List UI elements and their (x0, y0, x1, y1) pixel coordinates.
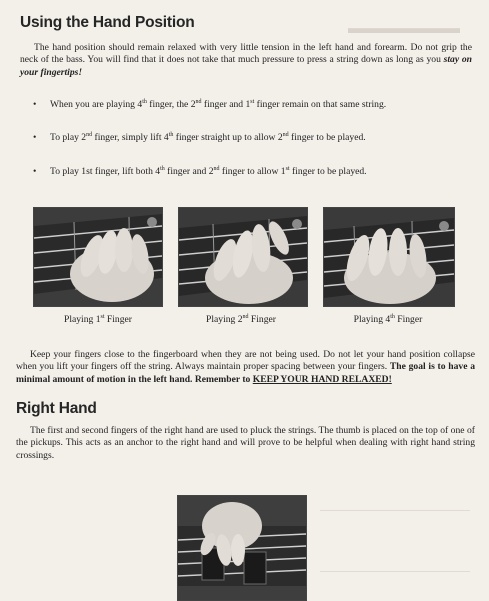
bullet-dot: • (33, 132, 37, 143)
bullet-text: finger to be played. (288, 132, 366, 143)
hand-position-intro (20, 42, 472, 79)
bleed-through-lines (320, 510, 470, 572)
intro-emphasis: stay on your fingertips! (20, 54, 472, 78)
right-hand-on-bass-image (178, 496, 306, 600)
photo-playing-fourth-finger (323, 207, 455, 307)
caption-fourth-finger (323, 314, 453, 325)
bullet-text: To play 2 (50, 132, 87, 143)
ordinal-suffix: st (250, 99, 255, 105)
section-heading-right-hand: Right Hand (16, 400, 97, 417)
bullet-dot: • (33, 166, 37, 177)
ordinal-suffix: nd (242, 314, 249, 320)
right-hand-paragraph (16, 425, 475, 462)
caption-first-finger (33, 314, 163, 325)
photo-playing-first-finger (33, 207, 163, 307)
caption-text: Playing 4 (353, 314, 391, 325)
intro-text: The hand position should remain relaxed with very little tension in the left hand and forearm. Do not grip the neck of the bass. You will find that it does not take that much pressure to press a string down as long as you (20, 42, 472, 66)
bullet-item (33, 99, 386, 111)
bullet-item (33, 132, 366, 144)
keep-goal-bold: The goal is to have a minimal amount of motion in the left hand. Remember to (16, 361, 475, 385)
right-hand-text: The first and second fingers of the right hand are used to pluck the strings. The thumb is placed on the top of one of the pickups. This acts as an anchor to the right hand and will prove to be helpful when dealing with right hand string crossings. (16, 425, 475, 461)
bullet-text: finger remain on that same string. (254, 99, 387, 110)
bullet-dot: • (33, 99, 37, 110)
ordinal-suffix: th (142, 99, 147, 105)
keep-relaxed-underline: KEEP YOUR HAND RELAXED! (252, 373, 392, 385)
photo-right-hand-plucking (177, 495, 307, 601)
ordinal-suffix: nd (282, 132, 289, 138)
caption-text: Finger (248, 314, 276, 325)
ordinal-suffix: th (390, 314, 395, 320)
bullet-text: finger and 2 (164, 166, 214, 177)
ordinal-suffix: st (100, 314, 105, 320)
bullet-text: finger to allow 1 (219, 166, 286, 177)
bullet-text: finger, simply lift 4 (92, 132, 169, 143)
bullet-text: finger to be played. (289, 166, 367, 177)
bullet-text: finger, the 2 (146, 99, 196, 110)
bullet-item (33, 166, 367, 178)
bullet-text: finger straight up to allow 2 (173, 132, 283, 143)
hand-on-fretboard-image (34, 208, 162, 306)
caption-text: Playing 2 (206, 314, 243, 325)
ordinal-suffix: nd (195, 99, 202, 105)
keep-fingers-paragraph (16, 349, 475, 386)
ordinal-suffix: th (168, 132, 174, 138)
bullet-text: When you are playing 4 (50, 99, 143, 110)
ordinal-suffix: nd (86, 132, 93, 138)
bullet-text: finger and 1 (201, 99, 251, 110)
bleed-through-heading: ▬▬▬▬▬▬▬ (348, 20, 460, 37)
caption-text: Finger (394, 314, 423, 325)
photo-playing-second-finger (178, 207, 308, 307)
hand-on-fretboard-image (179, 208, 307, 306)
keep-text: Keep your fingers close to the fingerboard when they are not being used. Do not let your hand position collapse when you lift your fingers off the string. Always maintain proper spacing between your fingers. (16, 349, 475, 373)
caption-text: Finger (104, 314, 132, 325)
ordinal-suffix: st (285, 166, 290, 172)
section-heading-hand-position: Using the Hand Position (20, 14, 195, 31)
bullet-text: To play 1st finger, lift both 4 (50, 166, 161, 177)
ordinal-suffix: th (160, 166, 165, 172)
caption-second-finger (176, 314, 306, 325)
hand-on-fretboard-image (324, 208, 454, 306)
ordinal-suffix: nd (213, 166, 220, 172)
caption-text: Playing 1 (64, 314, 101, 325)
